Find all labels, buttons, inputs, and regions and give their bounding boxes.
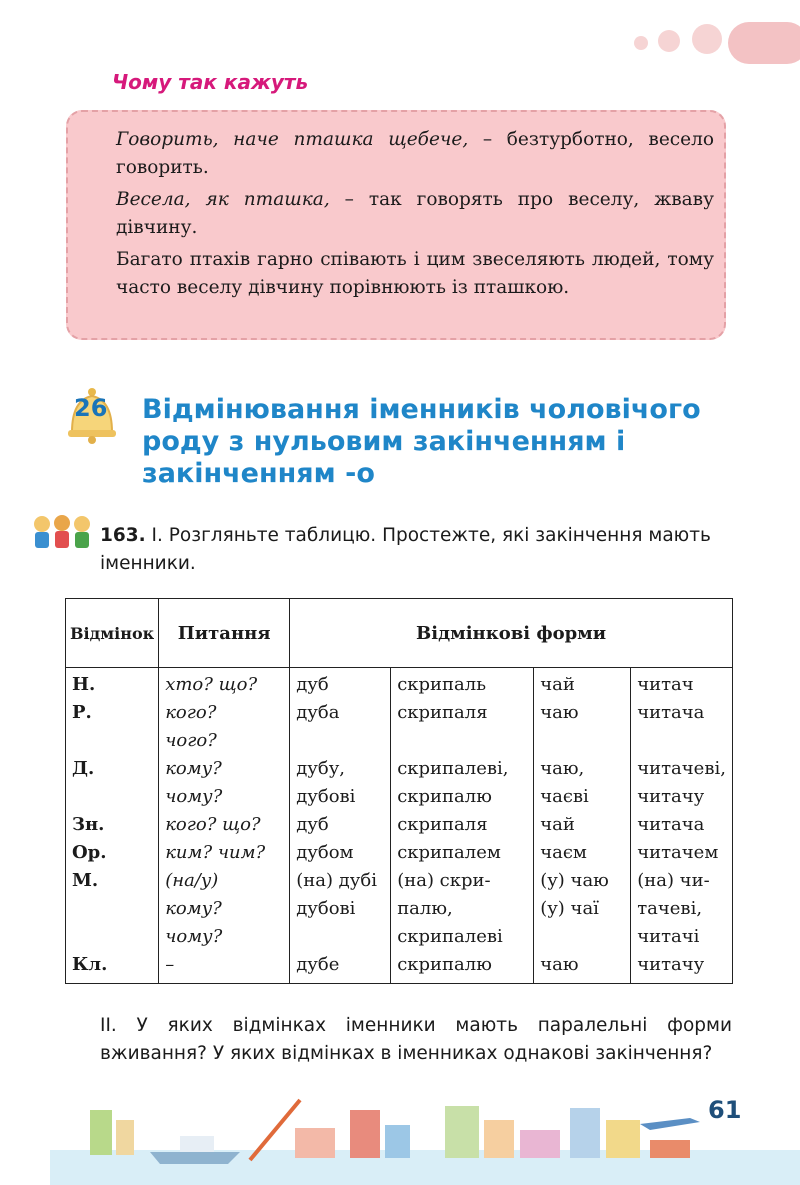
box-paragraph-3: Багато птахів гарно співають і цим звеселяють людей, тому часто веселу дівчину порівнюють із пташкою. [116, 249, 714, 298]
table-header-row [66, 599, 733, 668]
quote-box [66, 110, 726, 340]
task-part-2 [42, 1012, 732, 1068]
top-decoration [600, 0, 800, 62]
decor-pill [728, 22, 800, 64]
page-number: 61 [708, 1096, 742, 1124]
lesson-title: Відмінювання іменників чоловічого роду з нульовим закінченням і закінченням -о [142, 394, 701, 489]
cell-forms-chytach: читач читача читачеві, читачу читача читачем (на) чи- тачеві, читачі читачу [631, 668, 733, 984]
box-p2-italic: Весела, як пташка, [116, 189, 330, 210]
box-title: Чому так кажуть [112, 70, 309, 94]
task-number: 163. [100, 525, 146, 546]
header-forms: Відмінкові форми [290, 599, 733, 668]
decor-dot [634, 36, 648, 50]
cell-forms-skrypal: скрипаль скрипаля скрипалеві, скрипалю скрипаля скрипалем (на) скри- палю, скрипалеві скрипалю [391, 668, 534, 984]
table-row [66, 668, 733, 984]
cell-cases: Н. Р. Д. Зн. Ор. М. Кл. [66, 668, 159, 984]
city-illustration [50, 1080, 800, 1185]
task-text: І. Розгляньте таблицю. Простежте, які закінчення мають іменники. [100, 525, 711, 574]
cell-forms-dub: дуб дуба дубу, дубові дуб дубом (на) дубі дубові дубе [290, 668, 391, 984]
box-p2-rest: – так говорять про веселу, жваву дівчину. [116, 189, 714, 238]
box-p1-rest: – безтурботно, весело говорить. [116, 129, 714, 178]
lesson-number: 26 [74, 394, 108, 422]
declension-table [65, 598, 733, 984]
question-text: ІІ. У яких відмінках іменники мають паралельні форми вживання? У яких відмінках в іменниках однакові закінчення? [100, 1015, 732, 1064]
header-question: Питання [159, 599, 290, 668]
box-paragraph-1 [116, 126, 714, 182]
box-paragraph-2 [116, 186, 714, 242]
cell-forms-chai: чай чаю чаю, чаєві чай чаєм (у) чаю (у) чаї чаю [534, 668, 631, 984]
lesson-heading [62, 380, 742, 490]
cell-questions: хто? що? кого? чого? кому? чому? кого? що? ким? чим? (на/у) кому? чому? – [159, 668, 290, 984]
decor-dot [658, 30, 680, 52]
header-case: Відмінок [66, 599, 159, 668]
box-p1-italic: Говорить, наче пташка щебече, [116, 129, 469, 150]
task-163 [42, 522, 732, 578]
decor-dot [692, 24, 722, 54]
